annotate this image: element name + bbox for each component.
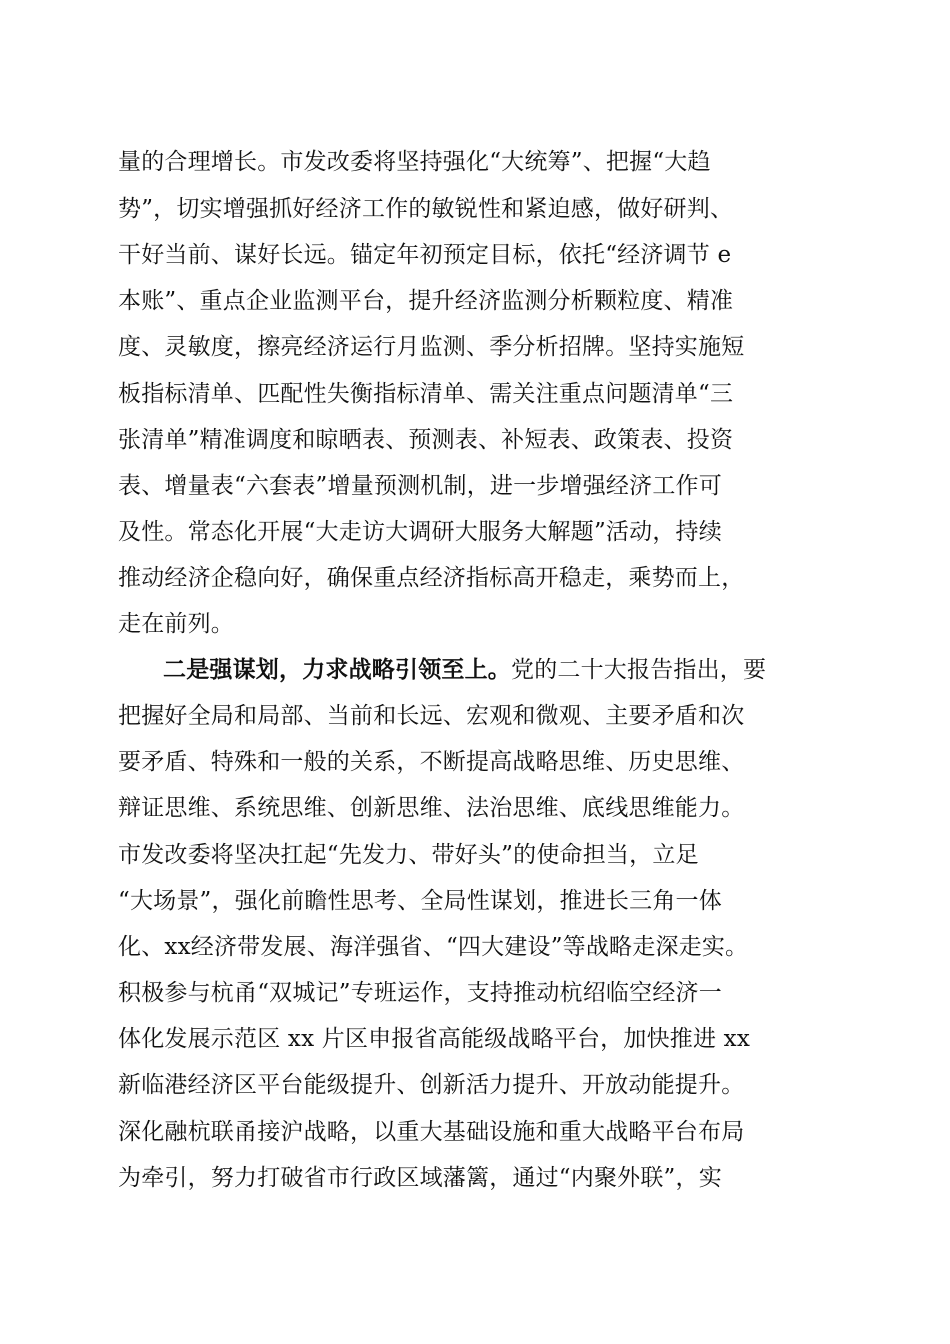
paragraph-line: 表、增量表“六套表”增量预测机制，进一步增强经济工作可 (118, 473, 722, 499)
paragraph-line: 张清单”精准调度和晾晒表、预测表、补短表、政策表、投资 (118, 427, 734, 453)
paragraph-line: 板指标清单、匹配性失衡指标清单、需关注重点问题清单“三 (118, 381, 734, 407)
paragraph-line: 及性。常态化开展“大走访大调研大服务大解题”活动，持续 (118, 519, 722, 545)
paragraph-line: 把握好全局和局部、当前和长远、宏观和微观、主要矛盾和次 (118, 703, 745, 729)
paragraph-lead-heading: 二是强谋划，力求战略引领至上。 (163, 656, 511, 683)
paragraph-line: 走在前列。 (118, 611, 234, 637)
paragraph-line: 积极参与杭甬“双城记”专班运作，支持推动杭绍临空经济一 (118, 980, 722, 1006)
paragraph-first-line (163, 655, 766, 685)
paragraph-line: 推动经济企稳向好，确保重点经济指标高开稳走，乘势而上， (118, 565, 745, 591)
paragraph-line: 本账”、重点企业监测平台，提升经济监测分析颗粒度、精准 (118, 288, 734, 314)
paragraph-line: 深化融杭联甬接沪战略，以重大基础设施和重大战略平台布局 (118, 1119, 745, 1145)
paragraph-first-line-text: 党的二十大报告指出，要 (511, 657, 767, 683)
paragraph-line: 势”，切实增强抓好经济工作的敏锐性和紧迫感，做好研判、 (118, 196, 734, 222)
paragraph-line: 市发改委将坚决扛起“先发力、带好头”的使命担当，立足 (118, 842, 699, 868)
paragraph-line: 度、灵敏度，擦亮经济运行月监测、季分析招牌。坚持实施短 (118, 334, 745, 360)
paragraph-line: 体化发展示范区 xx 片区申报省高能级战略平台，加快推进 xx (118, 1026, 751, 1052)
paragraph-line: 辩证思维、系统思维、创新思维、法治思维、底线思维能力。 (118, 795, 745, 821)
paragraph-line: 为牵引，努力打破省市行政区域藩篱，通过“内聚外联”，实 (118, 1165, 722, 1191)
paragraph-line: 新临港经济区平台能级提升、创新活力提升、开放动能提升。 (118, 1072, 745, 1098)
paragraph-line: 干好当前、谋好长远。锚定年初预定目标，依托“经济调节 e (118, 242, 732, 268)
paragraph-line: 化、xx经济带发展、海洋强省、“四大建设”等战略走深走实。 (118, 934, 749, 960)
paragraph-line: 量的合理增长。市发改委将坚持强化“大统筹”、把握“大趋 (118, 149, 711, 175)
paragraph-line: 要矛盾、特殊和一般的关系，不断提高战略思维、历史思维、 (118, 749, 745, 775)
paragraph-line: “大场景”，强化前瞻性思考、全局性谋划，推进长三角一体 (118, 888, 722, 914)
